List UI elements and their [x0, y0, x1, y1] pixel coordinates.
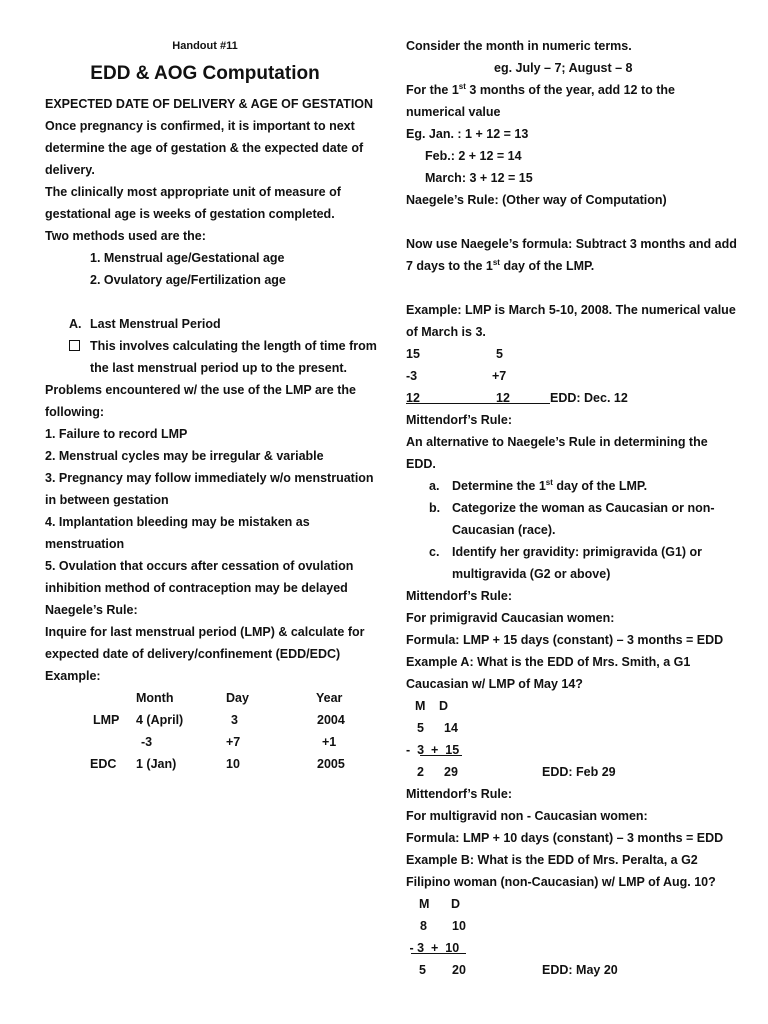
calc-row — [406, 915, 736, 937]
calc-cell: -3 — [406, 369, 418, 383]
calc-cell: 8 — [420, 919, 427, 933]
calc-row — [406, 717, 736, 739]
calc-result: EDD: Dec. 12 — [550, 391, 628, 405]
formula-line — [406, 255, 736, 277]
table-cell: 4 (April) — [136, 713, 184, 727]
superscript: st — [458, 81, 466, 91]
table-row — [45, 753, 365, 775]
problems-intro: Problems encountered w/ the use of the LMP are the — [45, 383, 356, 397]
step-text: Determine the 1 — [452, 479, 546, 493]
calc-cell: 10 — [452, 919, 466, 933]
calc-row — [406, 387, 736, 409]
table-cell: Month — [136, 691, 174, 705]
naegele-desc: expected date of delivery/confinement (EDD/EDC) — [45, 647, 341, 661]
table-cell: LMP — [93, 713, 120, 727]
table-cell: 10 — [226, 757, 240, 771]
naegele-other: Naegele’s Rule: (Other way of Computation) — [406, 193, 667, 207]
step-marker: a. — [429, 479, 440, 493]
problem-item-cont: menstruation — [45, 537, 125, 551]
bullet-text-cont: the last menstrual period up to the present. — [90, 361, 347, 375]
example-b-formula: Formula: LMP + 10 days (constant) – 3 months = EDD — [406, 831, 724, 845]
calc-result: EDD: Feb 29 — [542, 765, 616, 779]
step-text: Categorize the woman as Caucasian or non- — [452, 501, 715, 515]
table-cell: 3 — [231, 713, 238, 727]
section-heading: EXPECTED DATE OF DELIVERY & AGE OF GESTATION — [45, 97, 374, 111]
methods-intro: Two methods used are the: — [45, 229, 206, 243]
calc-cell: +7 — [492, 369, 507, 383]
paragraph-line: The clinically most appropriate unit of measure of — [45, 185, 341, 199]
eg-line: Feb.: 2 + 12 = 14 — [425, 149, 522, 163]
table-cell: 2004 — [317, 713, 345, 727]
superscript: st — [545, 477, 553, 487]
method-item: 2. Ovulatory age/Fertilization age — [90, 273, 286, 287]
problem-item: 4. Implantation bleeding may be mistaken as — [45, 515, 310, 529]
table-cell: 2005 — [317, 757, 345, 771]
example-b-question: Filipino woman (non-Caucasian) w/ LMP of Aug. 10? — [406, 875, 716, 889]
first3-text: 3 months of the year, add 12 to the — [465, 83, 675, 97]
step-marker: b. — [429, 501, 441, 515]
problem-item: 1. Failure to record LMP — [45, 427, 188, 441]
calc-value: 12 — [496, 391, 510, 405]
example-a-question: Caucasian w/ LMP of May 14? — [406, 677, 583, 691]
calc-row — [406, 343, 736, 365]
table-cell: +1 — [322, 735, 337, 749]
handout-number: Handout #11 — [172, 40, 238, 52]
example-label: Example: — [45, 669, 101, 683]
calc-row — [406, 893, 736, 915]
example-b-question: Example B: What is the EDD of Mrs. Peralta, a G2 — [406, 853, 698, 867]
first3-text: For the 1 — [406, 83, 459, 97]
example-b-for: For multigravid non - Caucasian women: — [406, 809, 648, 823]
step-marker: c. — [429, 545, 440, 559]
first3-line: numerical value — [406, 105, 501, 119]
calc-cell: D — [451, 897, 461, 911]
mittendorf-desc: An alternative to Naegele’s Rule in determining the — [406, 435, 708, 449]
right-column — [406, 0, 736, 981]
table-cell: Day — [226, 691, 249, 705]
example-line: of March is 3. — [406, 325, 486, 339]
step-item — [406, 497, 736, 519]
calc-row — [406, 959, 736, 981]
example-b-title: Mittendorf’s Rule: — [406, 787, 513, 801]
calc-cell: D — [439, 699, 449, 713]
step-text-cont: Caucasian (race). — [452, 523, 556, 537]
paragraph-line: Once pregnancy is confirmed, it is important to next — [45, 119, 355, 133]
calc-row — [406, 937, 736, 959]
calc-cell: - 3 + 10 — [406, 941, 460, 955]
example-line: Example: LMP is March 5-10, 2008. The numerical value — [406, 303, 736, 317]
problem-item: 2. Menstrual cycles may be irregular & variable — [45, 449, 324, 463]
table-cell: Year — [316, 691, 343, 705]
table-cell: -3 — [141, 735, 153, 749]
step-text-cont: multigravida (G2 or above) — [452, 567, 611, 581]
step-item — [406, 475, 736, 497]
paragraph-line: gestational age is weeks of gestation completed. — [45, 207, 335, 221]
table-cell: EDC — [90, 757, 117, 771]
page-title: EDD & AOG Computation — [90, 63, 320, 84]
naegele-title: Naegele’s Rule: — [45, 603, 138, 617]
eg-line: March: 3 + 12 = 15 — [425, 171, 533, 185]
example-a-for: For primigravid Caucasian women: — [406, 611, 615, 625]
section-a-title: Last Menstrual Period — [90, 317, 221, 331]
numeric-example: eg. July – 7; August – 8 — [494, 61, 633, 75]
calc-row — [406, 761, 736, 783]
calc-cell: 2 — [417, 765, 424, 779]
calc-row — [406, 365, 736, 387]
example-a-title: Mittendorf’s Rule: — [406, 589, 513, 603]
calc-cell: 29 — [444, 765, 458, 779]
step-text: day of the LMP. — [552, 479, 648, 493]
calc-cell: - 3 + 15 — [406, 743, 460, 757]
calc-cell: 5 — [419, 963, 426, 977]
superscript: st — [492, 257, 500, 267]
calc-result: EDD: May 20 — [542, 963, 618, 977]
table-row — [45, 709, 365, 731]
problem-item-cont: inhibition method of contraception may be delayed — [45, 581, 348, 595]
eg-line: Eg. Jan. : 1 + 12 = 13 — [406, 127, 529, 141]
calc-cell: 14 — [444, 721, 458, 735]
problem-item-cont: in between gestation — [45, 493, 169, 507]
example-a-question: Example A: What is the EDD of Mrs. Smith, a G1 — [406, 655, 691, 669]
naegele-desc: Inquire for last menstrual period (LMP) & calculate for — [45, 625, 365, 639]
table-header — [45, 687, 365, 709]
calc-value: 12 — [406, 391, 420, 405]
paragraph-line: determine the age of gestation & the expected date of — [45, 141, 364, 155]
mittendorf-title: Mittendorf’s Rule: — [406, 413, 513, 427]
calc-cell: M — [415, 699, 426, 713]
problem-item: 3. Pregnancy may follow immediately w/o menstruation — [45, 471, 374, 485]
table-cell: +7 — [226, 735, 241, 749]
checkbox-bullet-icon — [69, 340, 80, 351]
table-cell: 1 (Jan) — [136, 757, 177, 771]
bullet-item — [45, 335, 377, 357]
formula-line: Now use Naegele’s formula: Subtract 3 months and add — [406, 237, 737, 251]
numeric-intro: Consider the month in numeric terms. — [406, 39, 632, 53]
section-a — [45, 313, 365, 335]
formula-text: day of the LMP. — [499, 259, 595, 273]
step-text: Identify her gravidity: primigravida (G1) or — [452, 545, 703, 559]
paragraph-line: delivery. — [45, 163, 95, 177]
problems-intro: following: — [45, 405, 105, 419]
calc-cell: M — [419, 897, 430, 911]
calc-cell: 5 — [417, 721, 424, 735]
calc-cell: 20 — [452, 963, 466, 977]
left-column — [45, 0, 377, 775]
calc-row — [406, 695, 736, 717]
first3-line — [406, 79, 736, 101]
calc-row — [406, 739, 736, 761]
mittendorf-desc: EDD. — [406, 457, 436, 471]
calc-cell: 5 — [496, 347, 503, 361]
calc-cell: 15 — [406, 347, 420, 361]
bullet-text: This involves calculating the length of time from — [90, 339, 377, 353]
formula-text: 7 days to the 1 — [406, 259, 493, 273]
problem-item: 5. Ovulation that occurs after cessation of ovulation — [45, 559, 354, 573]
table-row — [45, 731, 365, 753]
method-item: 1. Menstrual age/Gestational age — [90, 251, 285, 265]
example-a-formula: Formula: LMP + 15 days (constant) – 3 months = EDD — [406, 633, 724, 647]
section-a-marker: A. — [69, 317, 82, 331]
step-item — [406, 541, 736, 563]
